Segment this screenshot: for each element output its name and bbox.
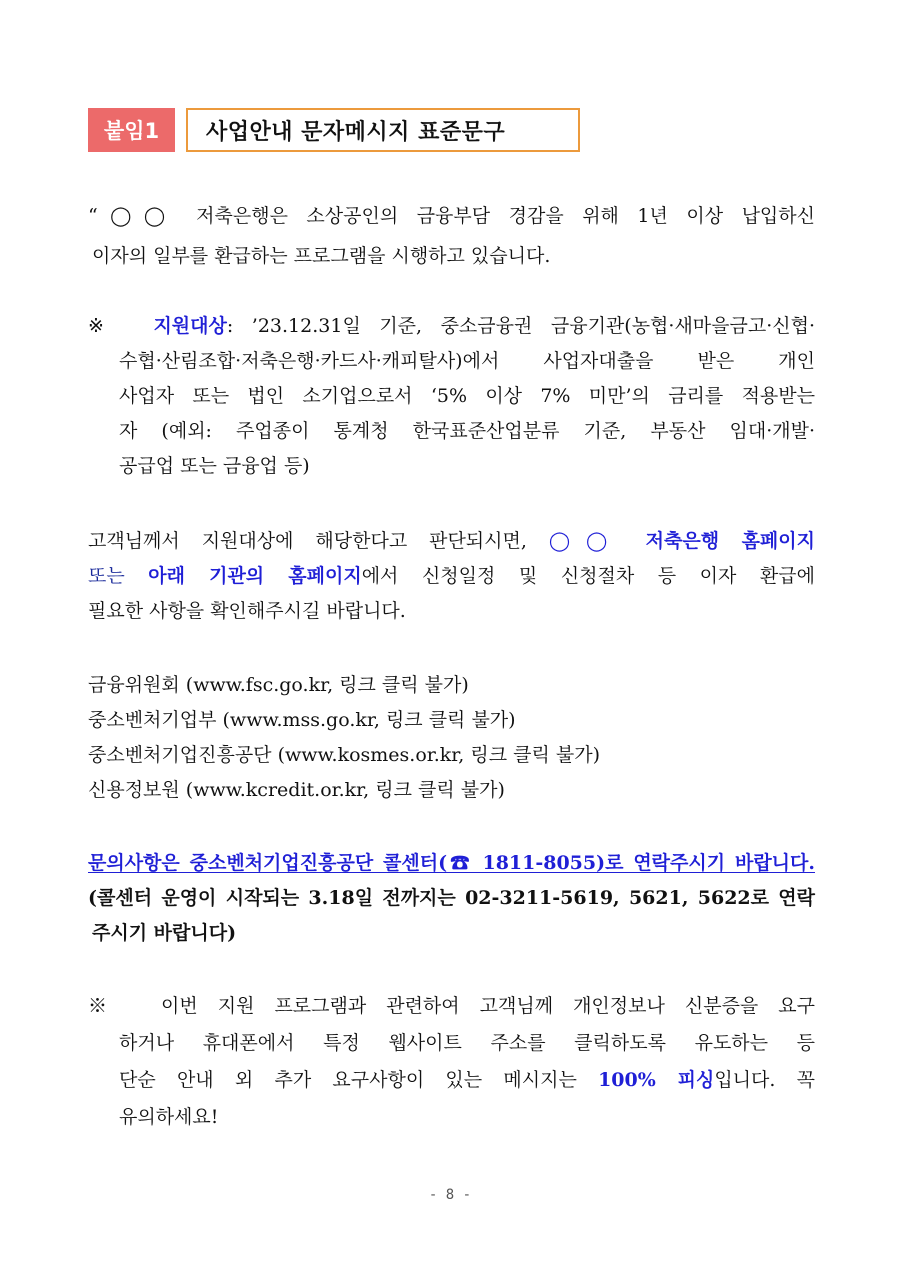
eligibility-line-5: 공급업 또는 금융업 등) (119, 455, 310, 477)
call-center-note-line-2: 주시기 바랍니다) (92, 922, 237, 944)
warning-line-3-text: 단순 안내 외 추가 요구사항이 있는 메시지는 (119, 1069, 577, 1091)
warning-line-1-text: 이번 지원 프로그램과 관련하여 고객님께 개인정보나 신분증을 요구 (161, 995, 815, 1017)
eligibility-line-3: 사업자 또는 법인 소기업으로서 ‘5% 이상 7% 미만’의 금리를 적용받는 (119, 385, 815, 407)
section-title: 사업안내 문자메시지 표준문구 (186, 108, 580, 152)
guide-line-3: 필요한 사항을 확인해주시길 바랍니다. (88, 600, 406, 622)
eligibility-line-4: 자 (예외: 주업종이 통계청 한국표준산업분류 기준, 부동산 임대·개발· (119, 420, 815, 442)
agency-item: 중소벤처기업진흥공단 (www.kosmes.or.kr, 링크 클릭 불가) (88, 744, 600, 766)
warning-line-3-end: 입니다. 꼭 (714, 1069, 816, 1091)
agency-item: 신용정보원 (www.kcredit.or.kr, 링크 클릭 불가) (88, 779, 505, 801)
guide-line-2 (88, 563, 815, 589)
guide-line-2-text: 에서 신청일정 및 신청절차 등 이자 환급에 (361, 565, 815, 587)
agency-item: 중소벤처기업부 (www.mss.go.kr, 링크 클릭 불가) (88, 709, 516, 731)
warning-line-1 (88, 993, 815, 1019)
intro-line-2: 이자의 일부를 환급하는 프로그램을 시행하고 있습니다. (92, 245, 551, 267)
attachment-badge: 붙임1 (88, 108, 175, 152)
agency-item: 금융위원회 (www.fsc.go.kr, 링크 클릭 불가) (88, 674, 469, 696)
warning-line-3 (119, 1067, 815, 1093)
warning-line-4: 유의하세요! (119, 1106, 219, 1128)
reference-mark: ※ (88, 995, 121, 1017)
guide-line-1-text: 고객님께서 지원대상에 해당한다고 판단되시면, (88, 530, 527, 552)
eligibility-line-2: 수협·산림조합·저축은행·카드사·캐피탈사)에서 사업자대출을 받은 개인 (119, 350, 815, 372)
eligibility-label: 지원대상 (153, 315, 227, 337)
intro-line-1: “◯◯ 저축은행은 소상공인의 금융부담 경감을 위해 1년 이상 납입하신 (88, 205, 815, 227)
guide-line-1 (88, 528, 815, 554)
reference-mark: ※ (88, 315, 117, 337)
eligibility-line-1-text: : ’23.12.31일 기준, 중소금융권 금융기관(농협·새마을금고·신협· (226, 315, 816, 337)
bank-homepage-emphasis: ◯◯ 저축은행 홈페이지 (548, 530, 815, 552)
section-header (88, 108, 580, 152)
page-number: - 8 - (428, 1187, 472, 1203)
phishing-emphasis: 100% 피싱 (598, 1069, 715, 1091)
agency-homepage-emphasis: 아래 기관의 홈페이지 (148, 565, 362, 587)
warning-line-2: 하거나 휴대폰에서 특정 웹사이트 주소를 클릭하도록 유도하는 등 (119, 1032, 815, 1054)
eligibility-line-1 (88, 313, 815, 339)
call-center-contact: 문의사항은 중소벤처기업진흥공단 콜센터(☎ 1811-8055)로 연락주시기 바랍니다. (88, 852, 815, 874)
call-center-note-line-1: (콜센터 운영이 시작되는 3.18일 전까지는 02-3211-5619, 5621, 5622로 연락 (88, 887, 815, 909)
guide-line-2-or: 또는 (88, 565, 125, 587)
